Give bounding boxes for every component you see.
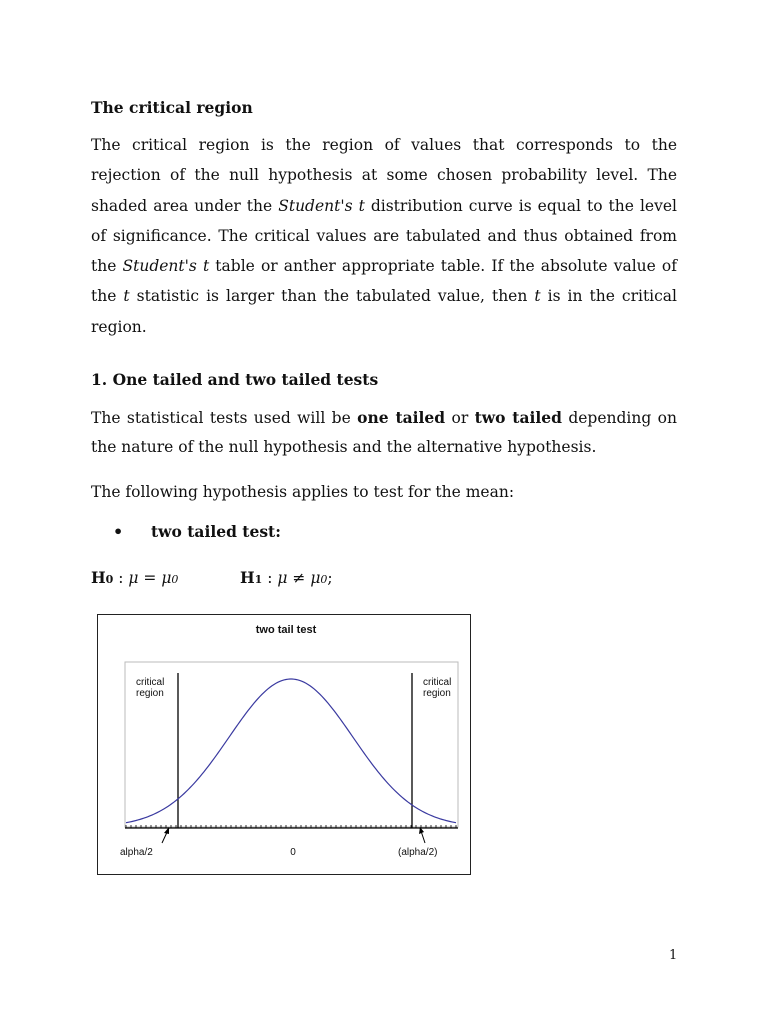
- null-hypothesis: H0 : μ = μ0: [91, 568, 179, 587]
- left-critical-region-label-line2: region: [136, 688, 164, 699]
- left-critical-region-label-line1: critical: [136, 677, 165, 688]
- x-label-center: 0: [290, 847, 296, 858]
- x-label-right: (alpha/2): [398, 847, 438, 858]
- section-heading-tailed-tests: 1. One tailed and two tailed tests: [91, 370, 379, 389]
- x-label-left: alpha/2: [120, 847, 153, 858]
- alternative-hypothesis: H1 : μ ≠ μ0;: [240, 568, 333, 587]
- bullet-icon: •: [113, 522, 124, 541]
- tailed-tests-paragraph: The statistical tests used will be one tailed or two tailed depending on the nature of the null hypothesis and the alternative hypothesis.: [91, 408, 677, 456]
- right-critical-region-label-line2: region: [423, 688, 451, 699]
- two-tail-test-graphic: [98, 615, 470, 874]
- section-heading-critical-region: The critical region: [91, 98, 253, 117]
- critical-region-paragraph: The critical region is the region of values that corresponds to the rejection of the null hypothesis at some chosen probability level. The shaded area under the Student's t distribution curve is equal to the level of significance. The critical values are tabulated and thus obtained from the Student's t table or anther appropriate table. If the absolute value of the t statistic is larger than the tabulated value, then t is in the critical region.: [91, 136, 678, 336]
- page-number: 1: [669, 948, 678, 963]
- right-critical-region-label-line1: critical: [423, 677, 452, 688]
- two-tail-test-figure: [97, 614, 471, 875]
- distribution-curve: [126, 679, 456, 823]
- hypothesis-intro-paragraph: The following hypothesis applies to test for the mean:: [91, 483, 515, 501]
- bullet-label-two-tailed: two tailed test:: [151, 522, 281, 541]
- figure-title: two tail test: [255, 624, 317, 636]
